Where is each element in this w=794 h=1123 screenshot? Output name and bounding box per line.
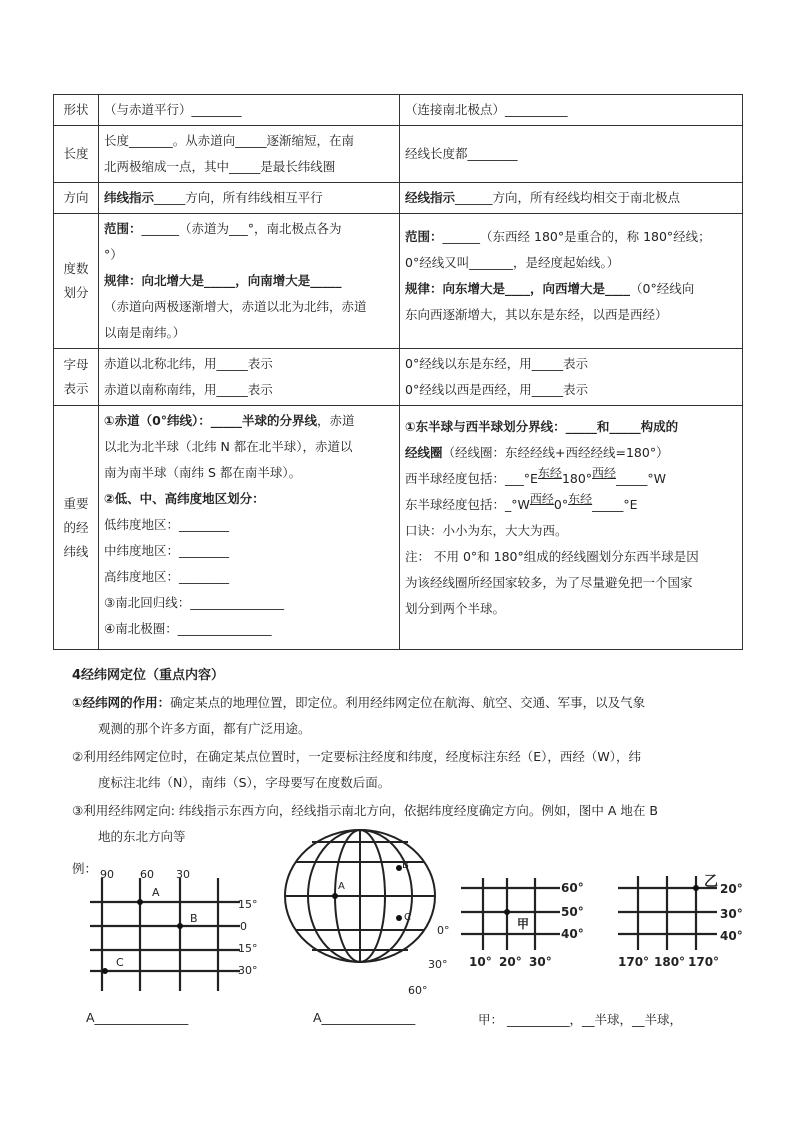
- fig1-point-c: C: [116, 956, 124, 969]
- latitude-longitude-table: [53, 94, 743, 650]
- lat-length-line2: 北两极缩成一点，其中_____是最长纬线圈: [104, 159, 336, 174]
- lon-west-arrow2: 西经: [592, 466, 617, 480]
- lon-rule: 规律：向东增大是____，向西增大是____: [405, 281, 631, 296]
- fig2-label-60: 60°: [408, 984, 428, 997]
- paragraph-3-line1: ③利用经纬网定向: 纬线指示东西方向，经线指示南北方向，依据纬度经度确定方向。例如，图中 A 地在 B: [72, 803, 658, 818]
- lon-direction: [400, 183, 743, 214]
- row-label-direction: 方向: [54, 183, 99, 214]
- answer-3[interactable]: 甲： __________，__半球，__半球，: [478, 1012, 682, 1027]
- lon-west-mid: 180°: [561, 471, 593, 486]
- paragraph-1: [72, 690, 752, 742]
- lat-mid: 中纬度地区：________: [104, 543, 230, 558]
- fig4-bottom-label-2: 180°: [654, 955, 686, 969]
- figure-1-grid: [80, 866, 275, 996]
- fig3-bottom-label-1: 10°: [469, 955, 492, 969]
- lat-shape: （与赤道平行）________: [99, 95, 400, 126]
- fig3-point: 甲: [517, 917, 530, 931]
- lat-direction: [99, 183, 400, 214]
- fig1-point-b: B: [190, 912, 198, 925]
- lon-west-range: [405, 466, 737, 492]
- fig2-label-0: 0°: [437, 924, 450, 937]
- lon-east-a: _°W: [505, 497, 530, 512]
- fig2-point-c: C: [404, 912, 411, 923]
- paragraph-3-line2: 地的东北方向等: [98, 829, 186, 844]
- lat-direction-rest: _____方向，所有纬线相互平行: [154, 190, 323, 205]
- row-label-degree-1: 度数: [63, 261, 89, 276]
- lat-high: 高纬度地区：________: [104, 569, 230, 584]
- lat-rule: 规律：向北增大是_____，向南增大是_____: [104, 273, 342, 288]
- lon-note-1: 注： 不用 0°和 180°组成的经线圈划分东西半球是因: [405, 549, 699, 564]
- row-label-letters: [54, 349, 99, 406]
- paragraph-2-line2: 度标注北纬（N），南纬（S），字母要写在度数后面。: [98, 775, 391, 790]
- row-label-degree: [54, 214, 99, 349]
- lon-east-arrow2: 东经: [568, 492, 593, 506]
- fig4-bottom-label-1: 170°: [618, 955, 650, 969]
- row-label-important-2: 的经: [63, 519, 89, 535]
- lat-low: 低纬度地区：________: [104, 517, 230, 532]
- lon-direction-rest: ______方向，所有经线均相交于南北极点: [455, 190, 681, 205]
- lon-west-label: 西半球经度包括：: [405, 471, 506, 486]
- lon-range-bold: 范围：: [405, 229, 443, 244]
- lat-equator-bold: ①赤道（0°纬线）：_____半球的分界线: [104, 413, 318, 428]
- lat-note-1: （赤道向两极逐渐增大，赤道以北为北纬，赤道: [104, 299, 367, 314]
- lat-letters-1: 赤道以北称北纬，用_____表示: [104, 356, 273, 371]
- lat-letters: [99, 349, 400, 406]
- lon-important: [400, 406, 743, 650]
- section-title: 4经纬网定位（重点内容）: [72, 668, 225, 683]
- fig1-point-c-dot: [102, 968, 108, 974]
- fig2-point-c-dot: [396, 915, 402, 921]
- lon-east-b: _____°E: [592, 497, 638, 512]
- fig4-point: 乙: [704, 874, 718, 890]
- lat-polar: ④南北极圈：_______________: [104, 621, 272, 636]
- lon-note-2: 为该经线圈所经国家较多，为了尽量避免把一个国家: [405, 575, 693, 590]
- lon-letters-1: 0°经线以东是东经，用_____表示: [405, 356, 588, 371]
- row-label-important-1: 重要: [63, 495, 89, 511]
- row-label-shape: 形状: [54, 95, 99, 126]
- fig1-point-a-dot: [137, 899, 143, 905]
- fig1-right-label-4: 30°: [238, 964, 258, 977]
- lat-tropics: ③南北回归线：_______________: [104, 595, 284, 610]
- row-label-important-3: 纬线: [63, 543, 89, 559]
- fig1-point-b-dot: [177, 923, 183, 929]
- answer-1[interactable]: A_______________: [86, 1010, 189, 1025]
- fig2-point-a: A: [338, 881, 345, 892]
- lon-east-arrow1: 西经: [529, 492, 554, 506]
- row-label-degree-2: 划分: [63, 285, 89, 300]
- row-label-letters-1: 字母: [63, 357, 89, 372]
- lon-west-a: ___°E: [505, 471, 538, 486]
- paragraph-1-text: 确定某点的地理位置，即定位。利用经纬网定位在航海、航空、交通、军事，以及气象: [170, 695, 646, 710]
- fig1-top-label-90: 90: [100, 868, 114, 881]
- lon-east-mid: 0°: [553, 497, 569, 512]
- fig2-point-b: B: [402, 860, 409, 871]
- lat-range: [104, 216, 394, 242]
- paragraph-1-cont: 观测的那个许多方面，都有广泛用途。: [98, 721, 311, 736]
- figure-4-grid: [612, 868, 762, 972]
- fig1-point-a: A: [152, 886, 160, 899]
- lon-note-3: 划分到两个半球。: [405, 601, 506, 616]
- lon-letters: [400, 349, 743, 406]
- fig1-top-label-60: 60: [140, 868, 154, 881]
- lat-important: [99, 406, 400, 650]
- lat-direction-bold: 纬线指示: [104, 190, 155, 205]
- lat-equator-rest: ，赤道: [317, 413, 355, 428]
- lon-length: 经线长度都________: [400, 126, 743, 183]
- lon-west-arrow1: 东经: [537, 466, 562, 480]
- example-label: 例：: [72, 861, 98, 876]
- lat-range-cont: °）: [104, 247, 123, 262]
- answer-2[interactable]: A_______________: [313, 1010, 416, 1025]
- lon-range: [405, 224, 737, 250]
- figure-3-grid: [455, 872, 615, 972]
- lon-east-range: [405, 492, 737, 518]
- paragraph-1-bold: ①经纬网的作用：: [72, 695, 171, 710]
- row-label-important: [54, 406, 99, 650]
- lon-range-cont: 0°经线又叫_______，是经度起始线。）: [405, 255, 620, 270]
- fig3-bottom-label-3: 30°: [529, 955, 552, 969]
- lon-hemi-bold: ①东半球与西半球划分界线：_____和_____构成的: [405, 419, 679, 434]
- lon-shape: （连接南北极点）__________: [400, 95, 743, 126]
- lat-equator-line2: 以北为北半球（北纬 N 都在北半球），赤道以: [104, 439, 353, 454]
- lat-note-2: 以南是南纬。）: [104, 325, 186, 340]
- lat-length: [99, 126, 400, 183]
- fig4-point-dot: [693, 885, 699, 891]
- fig3-right-label-1: 60°: [561, 881, 584, 895]
- fig1-top-label-30: 30: [176, 868, 190, 881]
- lat-range-bold: 范围：: [104, 221, 142, 236]
- lat-degree: [99, 214, 400, 349]
- fig1-right-label-3: 15°: [238, 942, 258, 955]
- lon-degree: [400, 214, 743, 349]
- lat-range-rest: ______（赤道为___°，南北极点各为: [141, 221, 342, 236]
- fig3-bottom-label-2: 20°: [499, 955, 522, 969]
- fig1-right-label-1: 15°: [238, 898, 258, 911]
- lon-mnemonic: 口诀：小小为东，大大为西。: [405, 523, 568, 538]
- lat-zones: ②低、中、高纬度地区划分：: [104, 491, 265, 506]
- row-label-length: 长度: [54, 126, 99, 183]
- figure-2-globe: [282, 828, 462, 1003]
- lat-equator-line3: 南为南半球（南纬 S 都在南半球）。: [104, 465, 302, 480]
- lon-hemi-line2: [405, 440, 737, 466]
- fig4-right-label-2: 30°: [720, 907, 743, 921]
- fig1-right-label-2: 0: [240, 920, 247, 933]
- lat-equator-line1: [104, 408, 394, 434]
- fig2-point-a-dot: [332, 893, 338, 899]
- fig3-right-label-3: 40°: [561, 927, 584, 941]
- paragraph-2: [72, 744, 752, 796]
- fig3-right-label-2: 50°: [561, 905, 584, 919]
- paragraph-2-line1: ②利用经纬网定位时，在确定某点位置时，一定要标注经度和纬度，经度标注东经（E），西经（W），纬: [72, 749, 641, 764]
- fig2-label-30: 30°: [428, 958, 448, 971]
- fig3-point-dot: [504, 909, 510, 915]
- lon-range-rest: ______（东西经 180°是重合的，称 180°经线；: [442, 229, 711, 244]
- lat-length-line1: 长度_______。从赤道向_____逐渐缩短，在南: [104, 133, 355, 148]
- fig4-right-label-3: 40°: [720, 929, 743, 943]
- lon-rule-note: （0°经线向: [630, 281, 695, 296]
- lon-hemi-rest: （经线圈：东经经线+西经经线=180°）: [442, 445, 669, 460]
- lon-hemi-bold2: 经线圈: [405, 445, 443, 460]
- lon-direction-bold: 经线指示: [405, 190, 456, 205]
- lat-letters-2: 赤道以南称南纬，用_____表示: [104, 382, 273, 397]
- lon-west-b: _____°W: [616, 471, 666, 486]
- lon-rule-line: [405, 276, 737, 302]
- fig4-bottom-label-3: 170°: [688, 955, 720, 969]
- lon-note: 东向西逐渐增大，其以东是东经，以西是西经）: [405, 307, 668, 322]
- lon-east-label: 东半球经度包括：: [405, 497, 506, 512]
- row-label-letters-2: 表示: [63, 381, 89, 396]
- fig4-right-label-1: 20°: [720, 882, 743, 896]
- lon-letters-2: 0°经线以西是西经，用_____表示: [405, 382, 588, 397]
